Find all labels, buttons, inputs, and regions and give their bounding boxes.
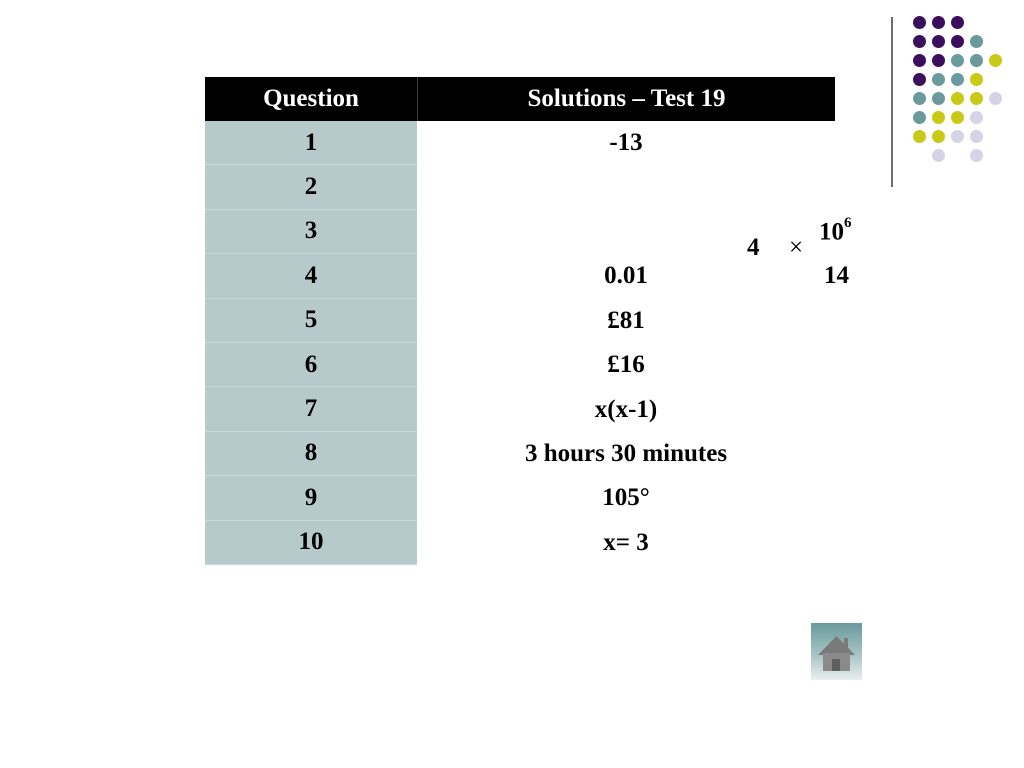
- answer: [417, 165, 835, 209]
- answer: £16: [417, 343, 835, 387]
- answer: -13: [417, 121, 835, 165]
- decor-dot: [989, 54, 1002, 67]
- question-number: 5: [205, 299, 417, 343]
- question-number: 4: [205, 254, 417, 298]
- decor-dot: [932, 149, 945, 162]
- table-row: [205, 432, 835, 476]
- table-header: [205, 77, 835, 121]
- table-row: [205, 343, 835, 387]
- decor-dot: [951, 73, 964, 86]
- question-number: 1: [205, 121, 417, 165]
- decorative-divider: [891, 17, 893, 187]
- decor-dot: [913, 16, 926, 29]
- question-number: 3: [205, 210, 417, 254]
- decor-dot: [989, 92, 1002, 105]
- decor-dot: [970, 54, 983, 67]
- decor-dot: [951, 111, 964, 124]
- decor-dot: [951, 92, 964, 105]
- question-number: 6: [205, 343, 417, 387]
- base: 10: [819, 218, 844, 246]
- second-value: 14: [824, 261, 849, 289]
- question-number: 8: [205, 432, 417, 476]
- decor-dot: [932, 54, 945, 67]
- decor-dot: [951, 35, 964, 48]
- decor-dot: [913, 130, 926, 143]
- table-row: [205, 121, 835, 165]
- decor-dot: [932, 16, 945, 29]
- decor-dot: [932, 92, 945, 105]
- decor-dot: [970, 35, 983, 48]
- decor-dot: [913, 92, 926, 105]
- decor-dot: [932, 73, 945, 86]
- table-row: [205, 165, 835, 209]
- table-row: [205, 476, 835, 520]
- power-of-ten: [819, 214, 852, 246]
- decor-dot: [932, 130, 945, 143]
- table-body: [205, 121, 852, 565]
- decor-dot: [932, 111, 945, 124]
- question-number: 7: [205, 387, 417, 431]
- times-symbol: ×: [789, 233, 804, 261]
- decor-dot: [913, 54, 926, 67]
- exponent: 6: [844, 214, 852, 231]
- answer: 0.01: [417, 254, 835, 298]
- decor-dot: [951, 54, 964, 67]
- decor-dot: [970, 130, 983, 143]
- table-row: [205, 299, 835, 343]
- coefficient: 4: [747, 233, 760, 261]
- answer: x(x-1): [417, 387, 835, 431]
- header-solutions: Solutions – Test 19: [527, 85, 726, 112]
- header-question: Question: [205, 77, 418, 121]
- question-number: 10: [205, 521, 417, 565]
- decor-dot: [970, 92, 983, 105]
- decor-dot: [932, 35, 945, 48]
- answer: 105°: [417, 476, 835, 520]
- decor-dot: [951, 16, 964, 29]
- decor-dot: [951, 130, 964, 143]
- merged-answer-rows-2-3: [417, 210, 852, 299]
- decorative-dot-grid: [910, 16, 1010, 166]
- decor-dot: [970, 111, 983, 124]
- decor-dot: [913, 111, 926, 124]
- table-row: [205, 521, 835, 565]
- answer: 3 hours 30 minutes: [417, 432, 835, 476]
- question-number: 9: [205, 476, 417, 520]
- home-icon: [811, 623, 862, 680]
- table-row: [205, 387, 835, 431]
- answer: £81: [417, 299, 835, 343]
- question-number: 2: [205, 165, 417, 209]
- decor-dot: [970, 149, 983, 162]
- solutions-table: [205, 77, 852, 565]
- decor-dot: [913, 35, 926, 48]
- decor-dot: [970, 73, 983, 86]
- decor-dot: [913, 73, 926, 86]
- home-button[interactable]: [811, 623, 862, 680]
- answer: x= 3: [417, 521, 835, 565]
